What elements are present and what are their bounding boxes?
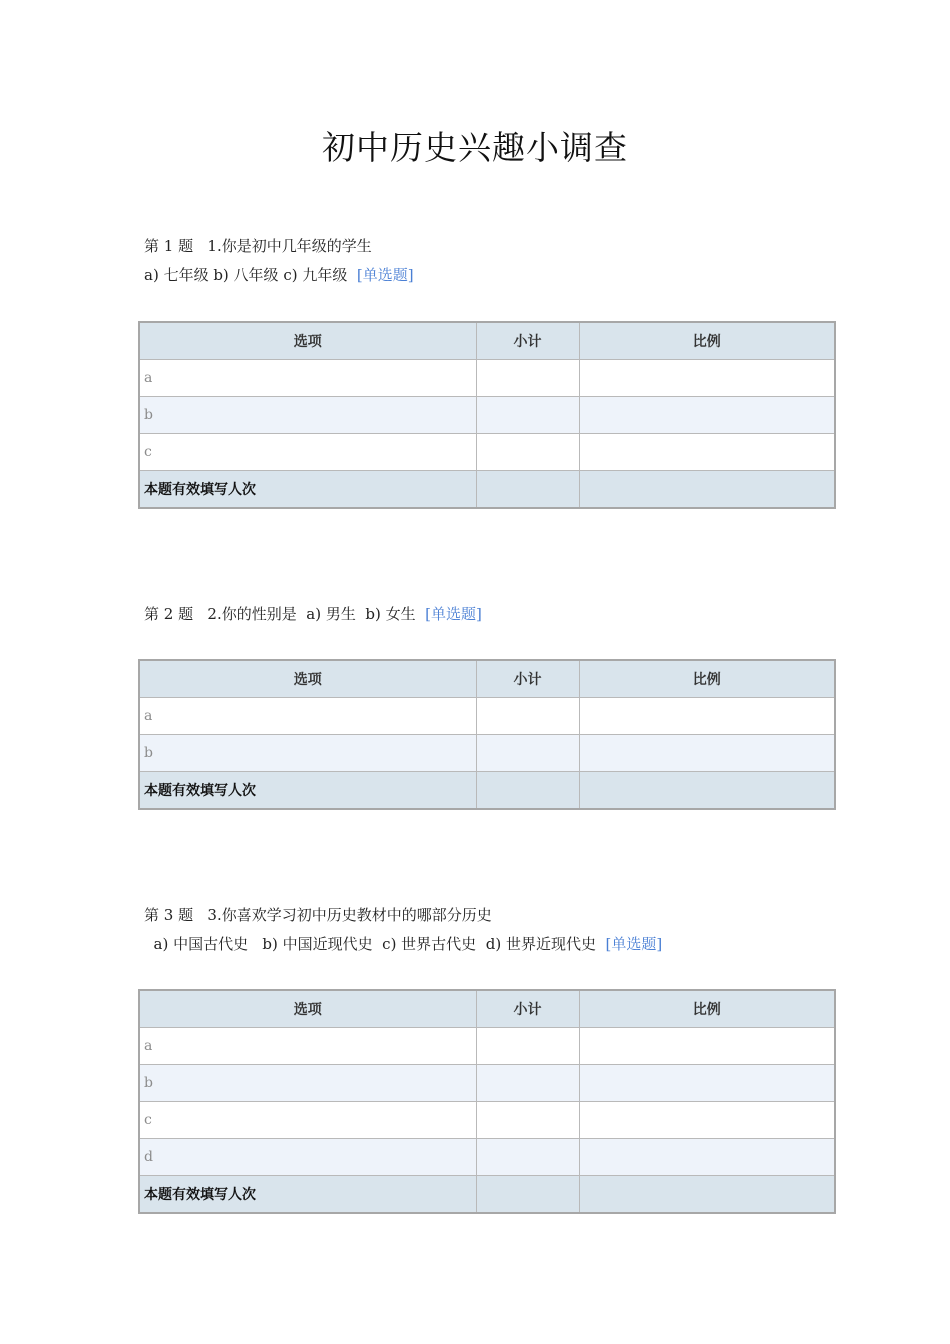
option-cell: a [139, 360, 476, 397]
ratio-cell [579, 1139, 835, 1176]
question-2 [138, 600, 834, 629]
option-cell: b [139, 1065, 476, 1102]
header-option: 选项 [139, 990, 476, 1028]
table-row [139, 1028, 835, 1065]
option-cell: a [139, 698, 476, 735]
header-subtotal: 小计 [476, 660, 579, 698]
header-option: 选项 [139, 322, 476, 360]
table-row [139, 434, 835, 471]
ratio-cell [579, 1028, 835, 1065]
total-label: 本题有效填写人次 [139, 471, 476, 509]
question-2-heading [138, 600, 834, 629]
question-1-heading [138, 232, 834, 261]
subtotal-cell [476, 360, 579, 397]
ratio-cell [579, 397, 835, 434]
question-3-table [138, 989, 836, 1214]
question-3-heading [138, 901, 834, 930]
total-row [139, 1176, 835, 1214]
ratio-cell [579, 360, 835, 397]
table-header-row [139, 322, 835, 360]
total-ratio-cell [579, 1176, 835, 1214]
option-cell: c [139, 1102, 476, 1139]
table-header-row [139, 990, 835, 1028]
subtotal-cell [476, 1028, 579, 1065]
question-1-options [138, 261, 834, 290]
ratio-cell [579, 434, 835, 471]
total-subtotal-cell [476, 772, 579, 810]
subtotal-cell [476, 735, 579, 772]
ratio-cell [579, 1102, 835, 1139]
question-number: 第 1 题 [144, 237, 194, 255]
question-text: 2.你的性别是 a) 男生 b) 女生 [207, 605, 416, 623]
subtotal-cell [476, 434, 579, 471]
question-text: 1.你是初中几年级的学生 [207, 237, 372, 255]
question-1-table [138, 321, 836, 509]
header-subtotal: 小计 [476, 322, 579, 360]
question-number: 第 3 题 [144, 906, 194, 924]
option-cell: b [139, 397, 476, 434]
total-subtotal-cell [476, 1176, 579, 1214]
table-row [139, 1065, 835, 1102]
header-ratio: 比例 [579, 322, 835, 360]
option-cell: b [139, 735, 476, 772]
option-cell: a [139, 1028, 476, 1065]
header-subtotal: 小计 [476, 990, 579, 1028]
total-row [139, 772, 835, 810]
ratio-cell [579, 735, 835, 772]
options-line: a) 七年级 b) 八年级 c) 九年级 [144, 266, 348, 284]
total-ratio-cell [579, 471, 835, 509]
table-row [139, 360, 835, 397]
question-1 [138, 232, 834, 290]
ratio-cell [579, 698, 835, 735]
question-number: 第 2 题 [144, 605, 194, 623]
total-row [139, 471, 835, 509]
subtotal-cell [476, 397, 579, 434]
options-line: a) 中国古代史 b) 中国近现代史 c) 世界古代史 d) 世界近现代史 [144, 935, 596, 953]
option-cell: d [139, 1139, 476, 1176]
ratio-cell [579, 1065, 835, 1102]
question-3-options [138, 930, 834, 959]
subtotal-cell [476, 1139, 579, 1176]
subtotal-cell [476, 1102, 579, 1139]
page-title: 初中历史兴趣小调查 [322, 128, 628, 167]
table-row [139, 1139, 835, 1176]
subtotal-cell [476, 1065, 579, 1102]
question-3 [138, 901, 834, 959]
subtotal-cell [476, 698, 579, 735]
question-type-tag: [单选题] [605, 935, 663, 953]
total-ratio-cell [579, 772, 835, 810]
total-label: 本题有效填写人次 [139, 772, 476, 810]
option-cell: c [139, 434, 476, 471]
total-subtotal-cell [476, 471, 579, 509]
table-row [139, 698, 835, 735]
table-header-row [139, 660, 835, 698]
header-ratio: 比例 [579, 660, 835, 698]
question-type-tag: [单选题] [356, 266, 414, 284]
table-row [139, 397, 835, 434]
table-row [139, 1102, 835, 1139]
question-2-table [138, 659, 836, 810]
header-ratio: 比例 [579, 990, 835, 1028]
header-option: 选项 [139, 660, 476, 698]
question-type-tag: [单选题] [425, 605, 482, 623]
total-label: 本题有效填写人次 [139, 1176, 476, 1214]
question-text: 3.你喜欢学习初中历史教材中的哪部分历史 [207, 906, 492, 924]
table-row [139, 735, 835, 772]
